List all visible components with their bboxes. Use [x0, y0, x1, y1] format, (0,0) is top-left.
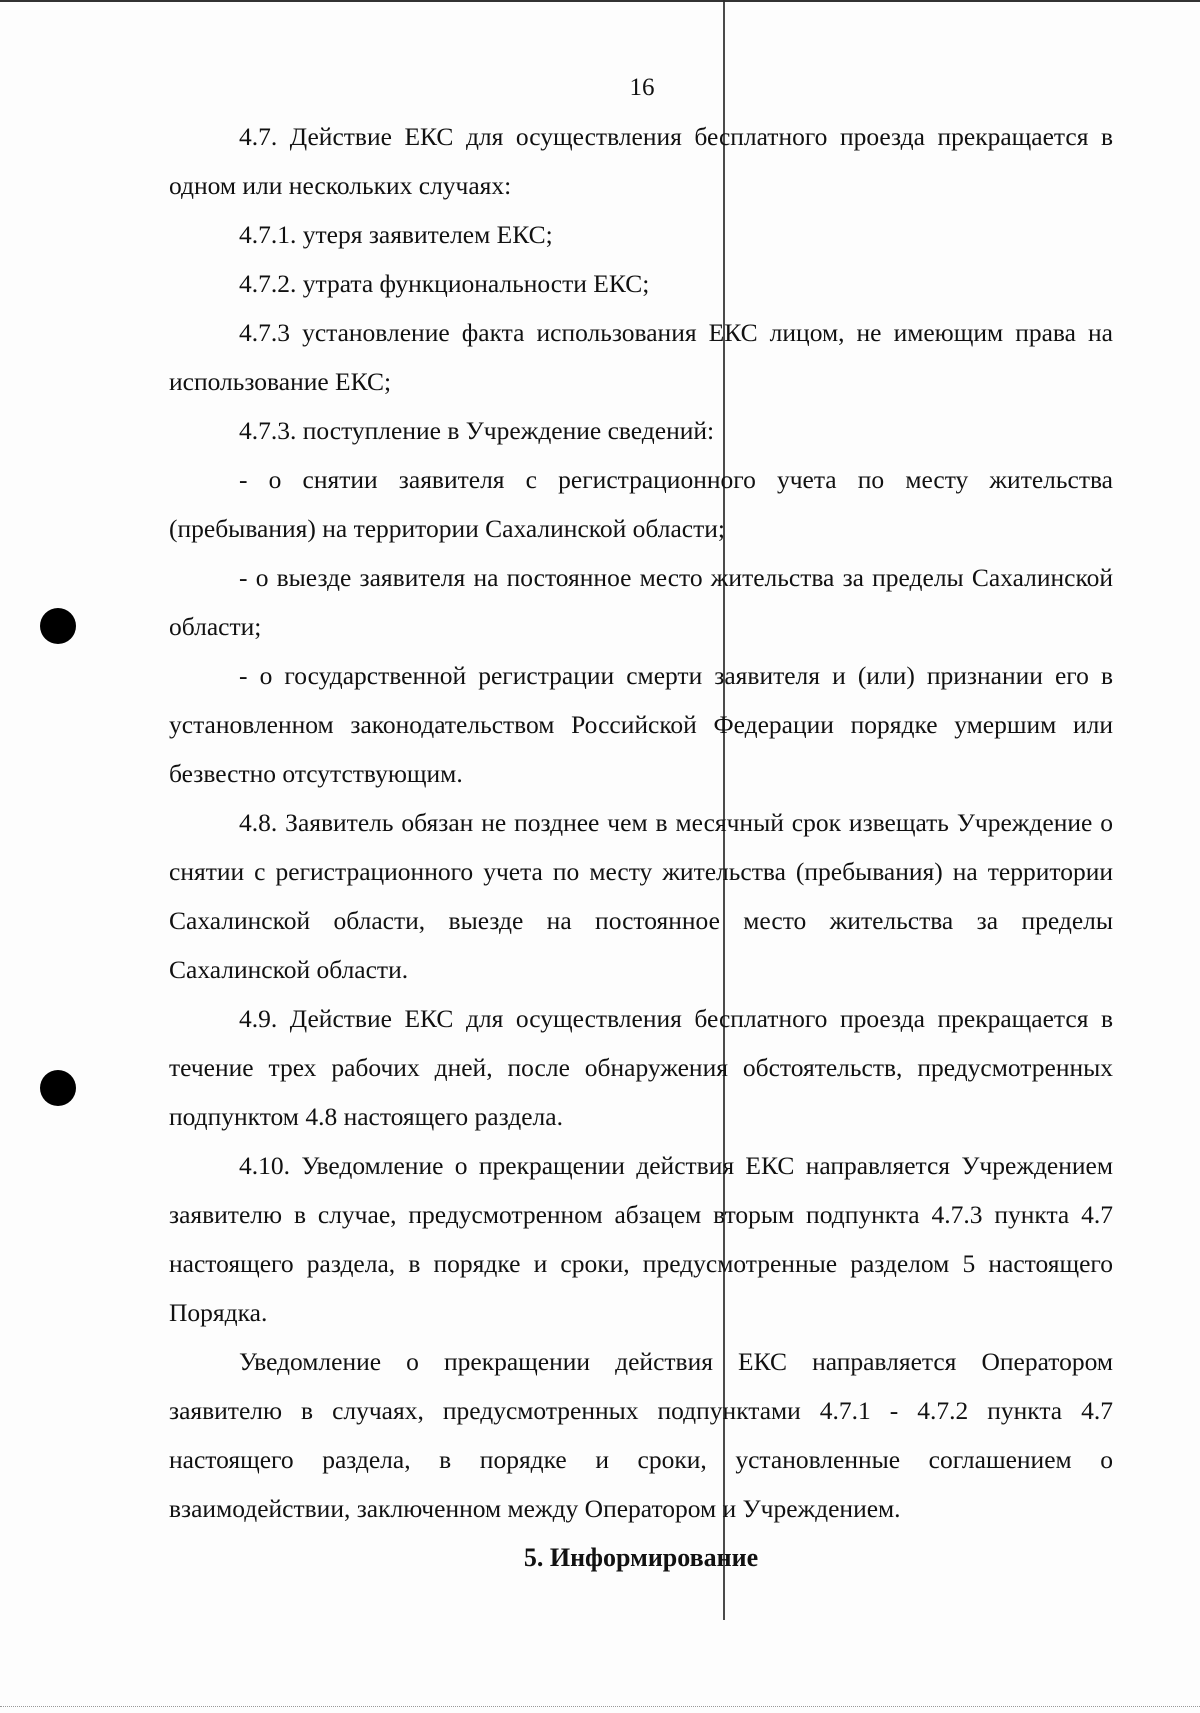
- list-item-death-registration: - о государственной регистрации смерти заявителя и (или) признании его в установленном законодательством Российской Федерации порядке умершим или безвестно отсутствующим.: [169, 661, 1113, 788]
- paragraph-4-7-3-second: 4.7.3. поступление в Учреждение сведений:: [239, 416, 715, 445]
- paragraph-4-8: 4.8. Заявитель обязан не позднее чем в месячный срок извещать Учреждение о снятии с регистрационного учета по месту жительства (пребывания) на территории Сахалинской области, выезде на постоянное место жительства за пределы Сахалинской области.: [169, 808, 1113, 984]
- punch-hole-lower: [40, 1070, 76, 1106]
- paragraph-4-10: 4.10. Уведомление о прекращении действия ЕКС направляется Учреждением заявителю в случае, предусмотренном абзацем вторым подпункта 4.7.3 пункта 4.7 настоящего раздела, в порядке и сроки, предусмотренные разделом 5 настоящего Порядка.: [169, 1151, 1113, 1327]
- scan-bottom-edge: [0, 1706, 1200, 1709]
- paragraph-4-7-2: 4.7.2. утрата функциональности ЕКС;: [239, 269, 650, 298]
- page-number: 16: [629, 74, 655, 101]
- list-item-deregistration: - о снятии заявителя с регистрационного учета по месту жительства (пребывания) на территории Сахалинской области;: [169, 465, 1113, 543]
- paragraph-4-7: 4.7. Действие ЕКС для осуществления бесплатного проезда прекращается в одном или нескольких случаях:: [169, 122, 1113, 200]
- section-heading: 5. Информирование: [523, 1543, 759, 1572]
- punch-hole-upper: [40, 608, 76, 644]
- list-item-relocation: - о выезде заявителя на постоянное место жительства за пределы Сахалинской области;: [169, 563, 1113, 641]
- paragraph-4-9: 4.9. Действие ЕКС для осуществления бесплатного проезда прекращается в течение трех рабочих дней, после обнаружения обстоятельств, предусмотренных подпунктом 4.8 настоящего раздела.: [169, 1004, 1113, 1131]
- paragraph-operator-notice: Уведомление о прекращении действия ЕКС направляется Оператором заявителю в случаях, предусмотренных подпунктами 4.7.1 - 4.7.2 пункта 4.7 настоящего раздела, в порядке и сроки, установленные соглашением о взаимодействии, заключенном между Оператором и Учреждением.: [169, 1347, 1113, 1523]
- paragraph-4-7-1: 4.7.1. утеря заявителем ЕКС;: [239, 220, 553, 249]
- paragraph-4-7-3-first: 4.7.3 установление факта использования ЕКС лицом, не имеющим права на использование ЕКС;: [169, 318, 1113, 396]
- scan-top-edge: [0, 0, 1200, 2]
- document-body: [169, 112, 1113, 1582]
